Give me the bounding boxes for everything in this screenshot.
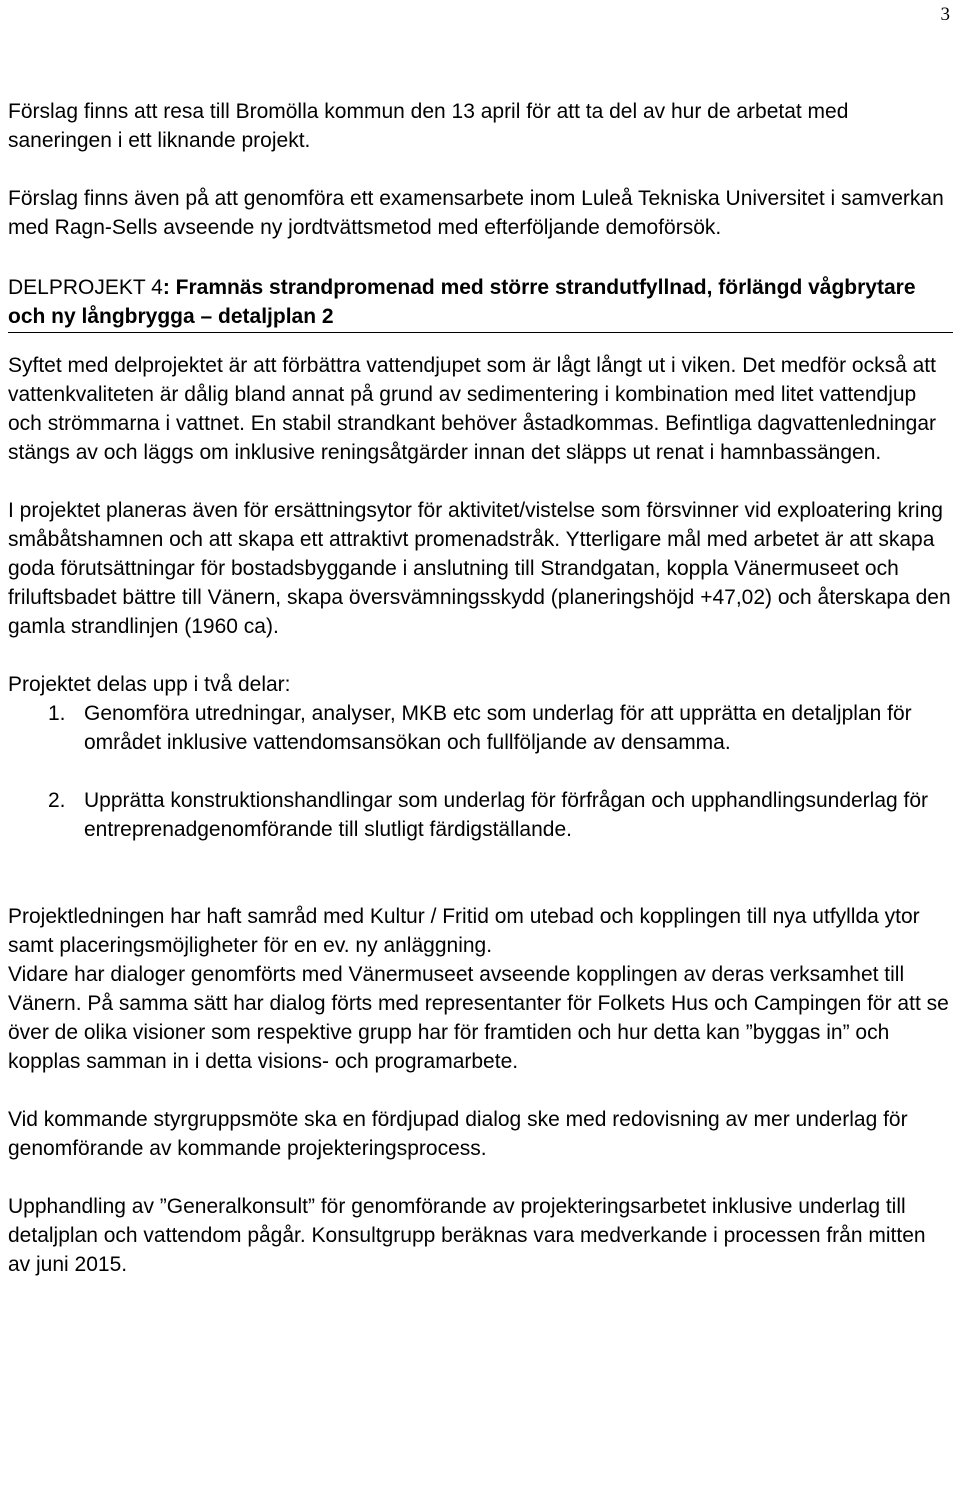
paragraph-procurement: Upphandling av ”Generalkonsult” för genomförande av projekteringsarbetet inklusive underlag till detaljplan och vattendom pågår. Konsultgrupp beräknas vara medverkande i processen från mitten av juni 2015. — [8, 1195, 926, 1276]
section-heading-prefix: DELPROJEKT 4 — [8, 276, 163, 299]
list-item-number: 1. — [48, 702, 66, 725]
paragraph-steering-group: Vid kommande styrgruppsmöte ska en fördjupad dialog ske med redovisning av mer underlag för genomförande av kommande projekteringsprocess. — [8, 1108, 908, 1160]
project-parts-list — [8, 699, 953, 844]
paragraph-study-visit: Förslag finns att resa till Bromölla kommun den 13 april för att ta del av hur de arbetat med saneringen i ett liknande projekt. — [8, 100, 849, 152]
paragraph-thesis-proposal: Förslag finns även på att genomföra ett examensarbete inom Luleå Tekniska Universitet i samverkan med Ragn-Sells avseende ny jordtvättsmetod med efterföljande demoförsök. — [8, 187, 944, 239]
list-item-text: Upprätta konstruktionshandlingar som underlag för förfrågan och upphandlingsunderlag för entreprenadgenomförande till slutligt färdigställande. — [84, 789, 929, 841]
list-item-text: Genomföra utredningar, analyser, MKB etc som underlag för att upprätta en detaljplan för området inklusive vattendomsansökan och fullföljande av densamma. — [84, 702, 912, 754]
list-item — [8, 786, 953, 844]
section-heading-title: : Framnäs strandpromenad med större strandutfyllnad, förlängd vågbrytare och ny långbrygga – detaljplan 2 — [8, 276, 916, 328]
list-item — [8, 699, 953, 757]
paragraph-goals: I projektet planeras även för ersättningsytor för aktivitet/vistelse som försvinner vid exploatering kring småbåtshamnen och att skapa ett attraktivt promenadstråk. Ytterligare mål med arbetet är att skapa goda förutsättningar för bostadsbyggande i anslutning till Strandgatan, koppla Vänermuseet och friluftsbadet bättre till Vänern, skapa översvämningsskydd (planeringshöjd +47,02) och återskapa den gamla strandlinjen (1960 ca). — [8, 499, 951, 638]
document-body — [8, 97, 953, 1279]
list-item-number: 2. — [48, 789, 66, 812]
list-intro: Projektet delas upp i två delar: — [8, 673, 291, 696]
page-number: 3 — [940, 4, 950, 25]
paragraph-dialogues: Vidare har dialoger genomförts med Vänermuseet avseende kopplingen av deras verksamhet till Vänern. På samma sätt har dialog förts med representanter för Folkets Hus och Campingen för att se över de olika visioner som respektive grupp har för framtiden och hur detta kan ”byggas in” och kopplas samman in i detta visions- och programarbete. — [8, 963, 949, 1073]
paragraph-purpose: Syftet med delprojektet är att förbättra vattendjupet som är lågt långt ut i viken. Det medför också att vattenkvaliteten är dålig bland annat på grund av sedimentering i kombination med litet vattendjup och strömmarna i vattnet. En stabil strandkant behöver åstadkommas. Befintliga dagvattenledningar stängs av och läggs om inklusive reningsåtgärder innan det släpps ut renat i hamnbassängen. — [8, 354, 937, 464]
section-heading — [8, 273, 953, 333]
paragraph-consultation: Projektledningen har haft samråd med Kultur / Fritid om utebad och kopplingen till nya utfyllda ytor samt placeringsmöjligheter för en ev. ny anläggning. — [8, 905, 920, 957]
